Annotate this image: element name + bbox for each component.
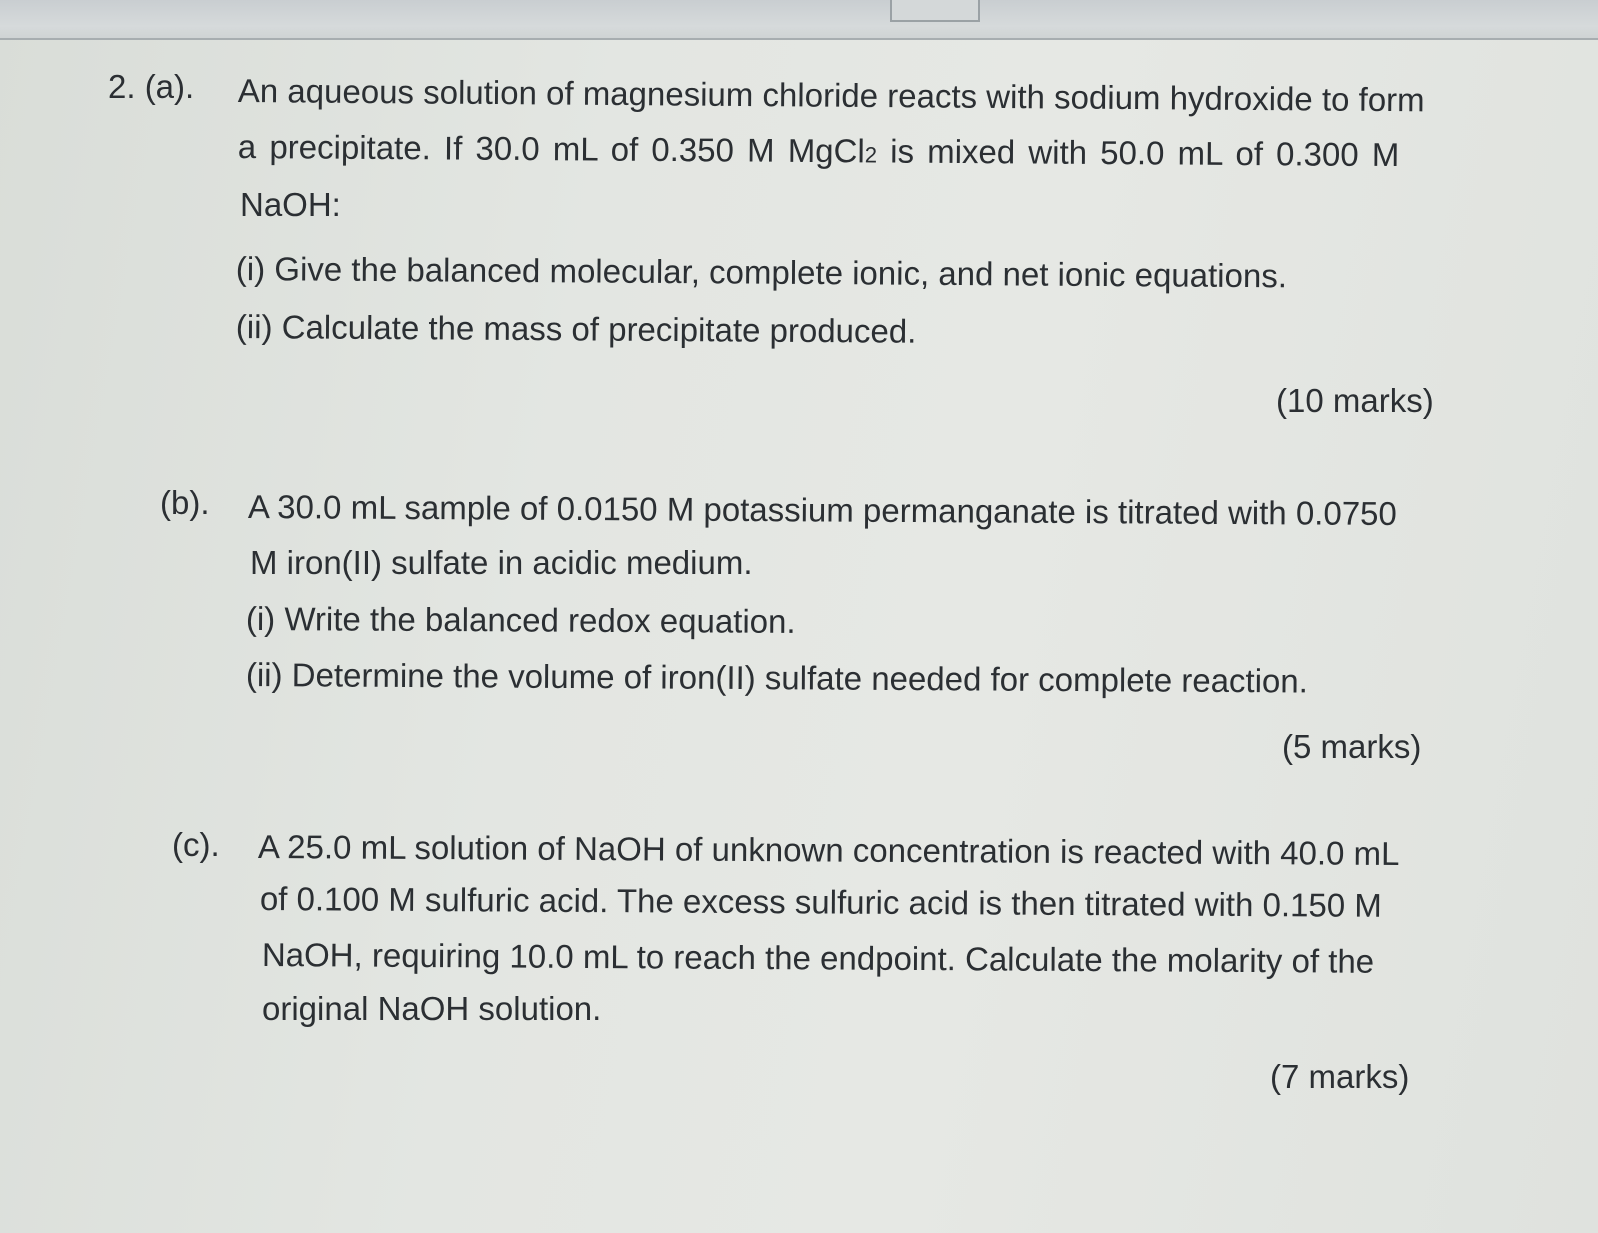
part-b-item-ii: (ii) Determine the volume of iron(II) sulfate needed for complete reaction. xyxy=(245,656,1308,700)
part-a-line-2-subscript: 2 xyxy=(864,142,878,168)
part-c-line-3: NaOH, requiring 10.0 mL to reach the endpoint. Calculate the molarity of the xyxy=(261,936,1375,980)
top-window-strip xyxy=(0,0,1598,40)
part-c-line-1: A 25.0 mL solution of NaOH of unknown concentration is reacted with 40.0 mL xyxy=(257,828,1400,872)
part-a-line-3: NaOH: xyxy=(240,186,341,223)
part-a-line-1: An aqueous solution of magnesium chloride reacts with sodium hydroxide to form xyxy=(237,72,1425,119)
part-b-marks: (5 marks) xyxy=(1282,728,1422,765)
part-a-item-ii: (ii) Calculate the mass of precipitate produced. xyxy=(235,308,917,350)
question-number-a: 2. (a). xyxy=(108,68,195,105)
part-a-item-i: (i) Give the balanced molecular, complete ionic, and net ionic equations. xyxy=(235,250,1288,295)
top-tab-box xyxy=(890,0,980,22)
part-a-marks: (10 marks) xyxy=(1276,382,1434,419)
part-c-line-2: of 0.100 M sulfuric acid. The excess sulfuric acid is then titrated with 0.150 M xyxy=(259,880,1382,924)
part-b-label: (b). xyxy=(160,484,210,521)
part-a-line-2 xyxy=(237,128,1400,174)
part-b-item-i: (i) Write the balanced redox equation. xyxy=(245,600,796,640)
part-b-line-2: M iron(II) sulfate in acidic medium. xyxy=(250,544,753,581)
part-a-line-2-post: is mixed with 50.0 mL of 0.300 M xyxy=(876,132,1400,174)
part-c-label: (c). xyxy=(172,826,220,863)
part-a-line-2-pre: a precipitate. If 30.0 mL of 0.350 M MgCl xyxy=(237,128,865,170)
part-b-line-1: A 30.0 mL sample of 0.0150 M potassium permanganate is titrated with 0.0750 xyxy=(247,488,1397,533)
part-c-marks: (7 marks) xyxy=(1270,1058,1410,1095)
part-c-line-4: original NaOH solution. xyxy=(262,990,602,1027)
